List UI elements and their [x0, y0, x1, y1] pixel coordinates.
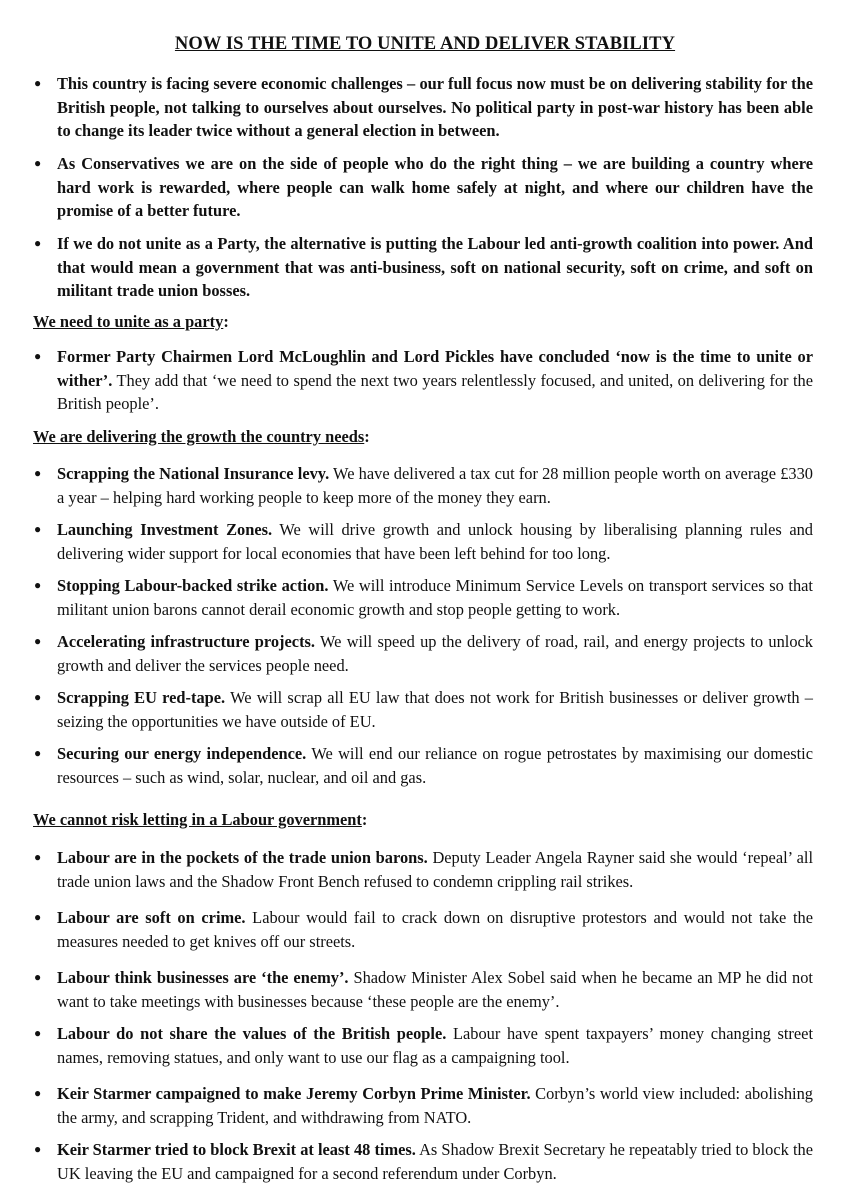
bullet-icon: ● [34, 466, 42, 480]
item-bold: Keir Starmer tried to block Brexit at least 48 times. [57, 1140, 416, 1159]
list-item [34, 1022, 813, 1069]
bullet-icon: ● [34, 1086, 42, 1100]
page-title: NOW IS THE TIME TO UNITE AND DELIVER STABILITY [174, 34, 676, 54]
list-item [34, 846, 813, 893]
bullet-icon: ● [34, 1142, 42, 1156]
item-bold: Former Party Chairmen Lord McLoughlin and Lord Pickles have concluded ‘now is the time to unite or wither’. [57, 347, 813, 390]
item-text: We will end our reliance on rogue petrostates by maximising our domestic resources – such as wind, solar, nuclear, and oil and gas. [57, 744, 813, 787]
item-text: We will scrap all EU law that does not work for British businesses or deliver growth – seizing the opportunities we have outside of EU. [57, 688, 813, 731]
item-text: We will drive growth and unlock housing by liberalising planning rules and delivering wider support for local economies that have been left behind for too long. [57, 520, 813, 563]
item-text: Labour would fail to crack down on disruptive protestors and would not take the measures needed to get knives off our streets. [57, 908, 813, 951]
item-text: They add that ‘we need to spend the next two years relentlessly focused, and united, on delivering for the British people’. [57, 370, 813, 413]
heading-text: We cannot risk letting in a Labour government [33, 810, 362, 829]
item-bold: As Conservatives we are on the side of people who do the right thing – we are building a country where hard work is rewarded, where people can walk home safely at night, and where our children have the promise of a better future. [57, 154, 813, 220]
list-item [34, 906, 813, 953]
section-heading-growth [33, 425, 370, 449]
heading-colon: : [361, 810, 368, 829]
list-item [34, 345, 813, 416]
bullet-icon: ● [34, 690, 42, 704]
item-text: We have delivered a tax cut for 28 million people worth on average £330 a year – helping hard working people to keep more of the money they earn. [57, 464, 813, 507]
intro-item-1 [34, 72, 813, 143]
bullet-icon: ● [34, 578, 42, 592]
bullet-icon: ● [34, 156, 42, 170]
heading-colon: : [364, 427, 370, 446]
bullet-icon: ● [34, 349, 42, 363]
bullet-icon: ● [34, 522, 42, 536]
item-bold: If we do not unite as a Party, the alternative is putting the Labour led anti-growth coalition into power. And that would mean a government that was anti-business, soft on national security, soft on crime, and soft on militant trade union bosses. [57, 234, 813, 300]
bullet-icon: ● [34, 746, 42, 760]
item-bold: Labour do not share the values of the British people. [57, 1024, 447, 1043]
item-text: Shadow Minister Alex Sobel said when he became an MP he did not want to take meetings with businesses because ‘these people are the enemy’. [57, 968, 813, 1011]
item-bold: Labour are in the pockets of the trade union barons. [57, 848, 428, 867]
heading-colon: : [223, 312, 229, 331]
item-bold: Stopping Labour-backed strike action. [57, 576, 329, 595]
item-bold: Labour are soft on crime. [57, 908, 246, 927]
list-item [34, 574, 813, 621]
list-item [34, 1138, 813, 1185]
item-bold: Scrapping EU red-tape. [57, 688, 226, 707]
item-text: We will introduce Minimum Service Levels on transport services so that militant union barons cannot derail economic growth and stop people getting to work. [57, 576, 813, 619]
item-bold: Accelerating infrastructure projects. [57, 632, 316, 651]
item-text: As Shadow Brexit Secretary he repeatably tried to block the UK leaving the EU and campaigned for a second referendum under Corbyn. [57, 1140, 813, 1183]
list-item [34, 966, 813, 1013]
section-heading-unite [33, 310, 229, 334]
list-item [34, 462, 813, 509]
bullet-icon: ● [34, 236, 42, 250]
heading-text: We need to unite as a party [33, 312, 224, 331]
item-text: Deputy Leader Angela Rayner said she would ‘repeal’ all trade union laws and the Shadow Front Bench refused to condemn crippling rail strikes. [57, 848, 813, 891]
bullet-icon: ● [34, 970, 42, 984]
item-bold: Keir Starmer campaigned to make Jeremy Corbyn Prime Minister. [57, 1084, 531, 1103]
item-bold: Labour think businesses are ‘the enemy’. [57, 968, 349, 987]
bullet-icon: ● [34, 1026, 42, 1040]
list-item [34, 518, 813, 565]
item-bold: This country is facing severe economic challenges – our full focus now must be on delivering stability for the British people, not talking to ourselves about ourselves. No political party in post-war history has been able to change its leader twice without a general election in between. [57, 74, 813, 140]
heading-text: We are delivering the growth the country needs [33, 427, 365, 446]
item-text: We will speed up the delivery of road, rail, and energy projects to unlock growth and deliver the services people need. [57, 632, 814, 675]
list-item [34, 742, 813, 789]
bullet-icon: ● [34, 910, 42, 924]
item-bold: Launching Investment Zones. [57, 520, 273, 539]
item-text: Corbyn’s world view included: abolishing the army, and scrapping Trident, and withdrawing from NATO. [57, 1084, 813, 1127]
bullet-icon: ● [34, 634, 42, 648]
intro-item-2 [34, 152, 813, 223]
item-bold: Scrapping the National Insurance levy. [57, 464, 330, 483]
list-item [34, 686, 813, 733]
bullet-icon: ● [34, 850, 42, 864]
section-heading-labour [33, 808, 367, 832]
list-item [34, 630, 814, 677]
item-bold: Securing our energy independence. [57, 744, 307, 763]
list-item [34, 1082, 813, 1129]
bullet-icon: ● [34, 76, 42, 90]
intro-item-3 [34, 232, 813, 303]
item-text: Labour have spent taxpayers’ money changing street names, removing statues, and only want to use our flag as a campaigning tool. [57, 1024, 813, 1067]
